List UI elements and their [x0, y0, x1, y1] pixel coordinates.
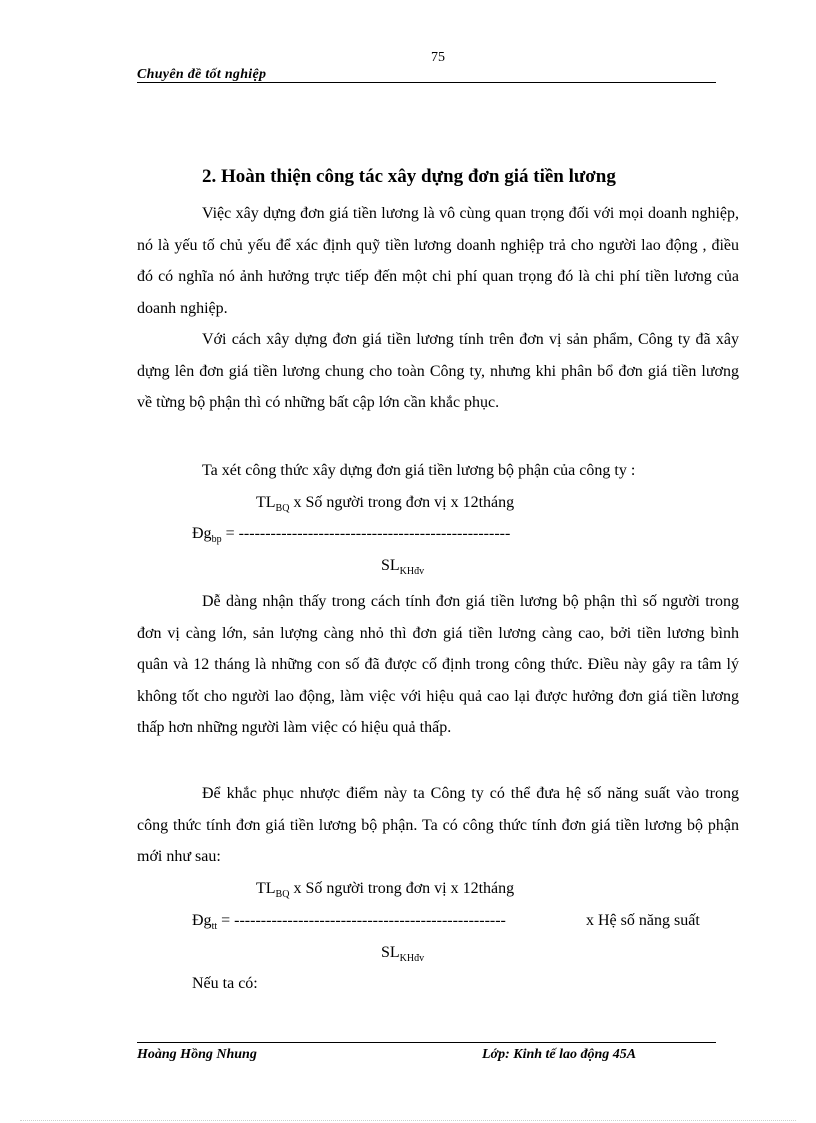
formula1-line: [192, 525, 510, 545]
formula2-line: [192, 912, 506, 932]
formula1-lhs-sub: bp: [211, 534, 222, 545]
formula1-numerator-text: x Số người trong đơn vị x 12tháng: [289, 494, 515, 511]
formula2-lhs: Đg: [192, 912, 212, 929]
formula1-denominator: [381, 557, 424, 577]
formula2-sl-sub: KHđv: [399, 953, 425, 964]
page-edge: [20, 1120, 796, 1121]
paragraph-2: Với cách xây dựng đơn giá tiền lương tính trên đơn vị sản phẩm, Công ty đã xây dựng lên đơn giá tiền lương chung cho toàn Công ty, nhưng khi phân bổ đơn giá tiền lương về từng bộ phận thì có những bất cập lớn cần khắc phục.: [137, 331, 739, 411]
header-divider: [137, 82, 716, 83]
formula2-denominator: [381, 944, 424, 964]
formula2-sl: SL: [381, 944, 400, 961]
header-title: Chuyên đề tốt nghiệp: [137, 67, 267, 82]
section-heading: 2. Hoàn thiện công tác xây dựng đơn giá tiền lương: [202, 166, 616, 187]
closing-line: Nếu ta có:: [192, 975, 258, 992]
footer-author: Hoàng Hồng Nhung: [137, 1047, 257, 1062]
paragraph-1: Việc xây dựng đơn giá tiền lương là vô cùng quan trọng đối với mọi doanh nghiệp, nó là yếu tố chủ yếu để xác định quỹ tiền lương doanh nghiệp trả cho người lao động , điều đó có nghĩa nó ảnh hưởng trực tiếp đến một chi phí quan trọng đó là chi phí tiền lương của doanh nghiệp.: [137, 205, 739, 317]
formula1-tl-sub: BQ: [275, 503, 290, 514]
page-number: 75: [431, 50, 445, 65]
formula1-tl: TL: [256, 494, 276, 511]
formula2-multiplier: x Hệ số năng suất: [586, 912, 700, 929]
paragraph-4: Dễ dàng nhận thấy trong cách tính đơn giá tiền lương bộ phận thì số người trong đơn vị càng lớn, sản lượng càng nhỏ thì đơn giá tiền lương càng cao, bởi tiền lương bình quân và 12 tháng là những con số đã được cố định trong công thức. Điều này gây ra tâm lý không tốt cho người lao động, làm việc với hiệu quả cao lại được hưởng đơn giá tiền lương thấp hơn những người làm việc có hiệu quả thấp.: [137, 593, 739, 736]
formula2-tl: TL: [256, 880, 276, 897]
formula2-lhs-sub: tt: [211, 921, 218, 932]
paragraph-3: Ta xét công thức xây dựng đơn giá tiền lương bộ phận của công ty :: [202, 462, 636, 479]
formula2-numerator-text: x Số người trong đơn vị x 12tháng: [289, 880, 515, 897]
formula1-fraction-bar: = ---------------------------------------------------: [221, 525, 511, 542]
formula1-sl-sub: KHđv: [399, 566, 425, 577]
footer-divider: [137, 1042, 716, 1043]
formula2-tl-sub: BQ: [275, 889, 290, 900]
formula1-sl: SL: [381, 557, 400, 574]
footer-class: Lớp: Kinh tế lao động 45A: [482, 1047, 637, 1062]
formula2-numerator: [256, 880, 514, 900]
formula1-lhs: Đg: [192, 525, 212, 542]
formula1-numerator: [256, 494, 514, 514]
formula2-fraction-bar: = ---------------------------------------------------: [217, 912, 506, 929]
paragraph-5: Để khắc phục nhược điểm này ta Công ty có thể đưa hệ số năng suất vào trong công thức tính đơn giá tiền lương bộ phận. Ta có công thức tính đơn giá tiền lương bộ phận mới như sau:: [137, 785, 739, 865]
